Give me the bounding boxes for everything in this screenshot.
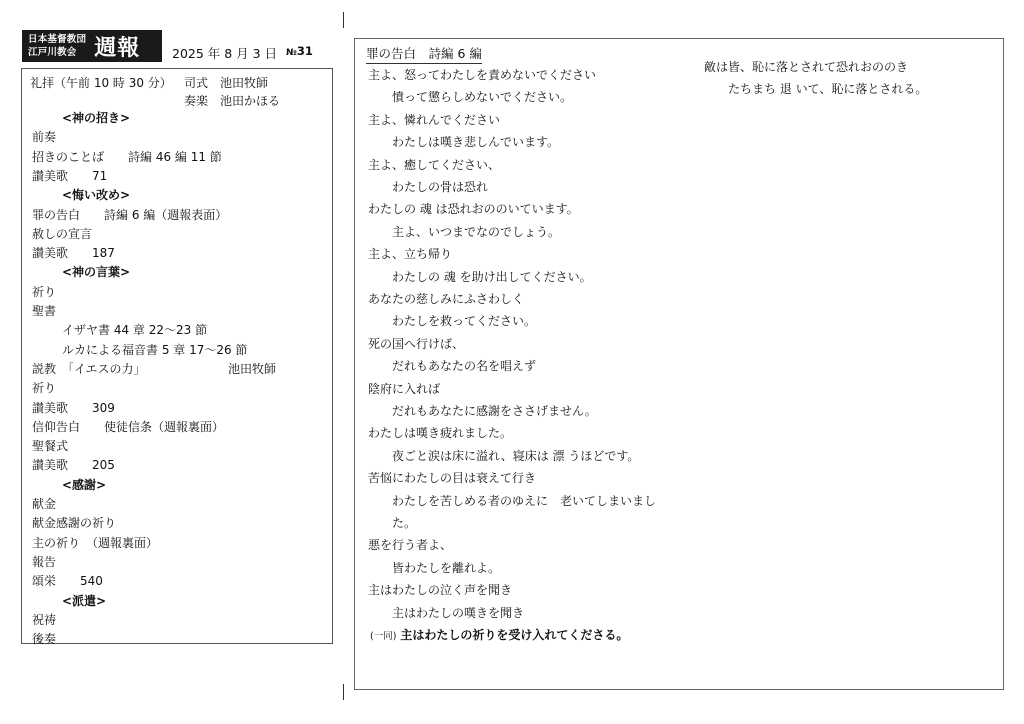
psalm-line [392,516,416,531]
section-heading: <神の言葉> [62,265,131,280]
order-item: 主の祈り （週報裏面） [32,535,159,550]
church-name [22,33,86,59]
congregation-tag: (一同) [370,631,397,642]
order-item: 報告 [32,554,57,569]
psalm-line-text: 皆わたしを離れよ。 [392,560,501,575]
psalm-line-text: 悪を行う者よ、 [368,538,453,553]
psalm-line [392,135,559,150]
psalm-line-text: 主よ、怒ってわたしを責めないでください [368,68,597,82]
bulletin-title: 週報 [94,34,141,61]
psalm-line-text: だれもあなたの名を唱えず [392,359,537,374]
psalm-line-text: た。 [392,516,417,530]
section-heading: <感謝> [62,477,107,492]
psalm-line-text: 夜ごと涙は床に溢れ、寝床は 漂 うほどです。 [392,448,640,463]
psalm-line-text: わたしを苦しめる者のゆえに 老いてしまいまし [392,493,657,508]
order-item: 讃美歌 205 [32,458,115,473]
psalm-line [392,606,524,621]
psalm-line [368,337,464,352]
psalm-line [392,359,536,374]
psalm-line [368,158,500,173]
psalm-line [392,561,500,576]
psalm-line [370,628,628,644]
psalm-line [392,270,592,285]
psalm-line-text: わたしの骨は恐れ [392,180,489,194]
order-item: 祝祷 [32,612,57,627]
order-item: 頌栄 540 [32,574,103,589]
psalm-line-text: わたしの 魂 は恐れおののいています。 [368,202,579,217]
psalm-line [368,113,500,128]
issue-number: №31 [286,44,313,58]
church-logo [22,30,162,62]
fold-mark-top [343,12,344,28]
service-time: 礼拝（午前 10 時 30 分） [30,76,172,90]
confession-title: 罪の告白 詩編 6 編 [366,44,482,64]
order-item: 讃美歌 309 [32,400,115,415]
psalm-line-text: 主よ、憐れんでください [368,112,501,127]
psalm-line [368,247,452,262]
order-item: 献金感謝の祈り [32,516,117,531]
psalm-line-text: 主はわたしの嘆きを聞き [392,605,525,620]
order-item: 罪の告白 詩編 6 編（週報表面） [32,207,228,222]
psalm-line-text: 死の国へ行けば、 [368,336,465,351]
psalm-line-text: あなたの慈しみにふさわしく [368,292,525,306]
order-item: 讃美歌 187 [32,246,115,261]
order-item: 赦しの宣言 [32,226,93,241]
psalm-line-text: 主よ、立ち帰り [368,247,453,262]
psalm-line [368,292,524,307]
preacher-name: 池田牧師 [228,361,277,376]
order-item: 献金 [32,497,57,511]
order-item: 聖書 [32,304,57,318]
psalm-line [368,382,440,397]
psalm-line-text: 憤って懲らしめないでください。 [392,90,573,105]
order-item: 招きのことば 詩編 46 編 11 節 [32,149,222,164]
psalm-line-text: わたしを救ってください。 [392,314,537,329]
order-item: 信仰告白 使徒信条（週報裏面） [32,419,225,434]
section-heading: <派遣> [62,593,107,608]
psalm-line-text: 苦悩にわたしの目は衰えて行き [368,471,537,486]
psalm-line [392,225,560,240]
psalm-line-text: 主よ、癒してください、 [368,157,501,172]
psalm-line-text: わたしは嘆き疲れました。 [368,426,513,441]
order-item: 説教 「イエスの力」 [32,361,146,376]
section-heading: <悔い改め> [62,188,131,203]
psalm-line-text: だれもあなたに感謝をささげません。 [392,404,597,418]
psalm-line [392,314,536,329]
psalm-line [392,180,488,195]
psalm-line-text: 主はわたしの泣く声を聞き [368,583,513,598]
fold-mark-bottom [343,684,344,700]
psalm-line-text: 主はわたしの祈りを受け入れてくださる。 [400,628,629,642]
psalm-line [368,583,512,598]
order-item: 讃美歌 71 [32,168,108,183]
order-item: イザヤ書 44 章 22〜23 節 [62,323,208,338]
psalm-line [392,449,639,464]
psalm-continuation-line: 敵は皆、恥に落とされて恐れおののき [704,60,909,74]
psalm-continuation-line: たちまち 退 いて、恥に落とされる。 [728,82,928,96]
psalm-line [368,202,579,217]
order-item: ルカによる福音書 5 章 17〜26 節 [62,342,248,357]
section-heading: <神の招き> [62,111,131,125]
psalm-line-text: 陰府に入れば [368,381,441,396]
psalm-line [368,426,512,441]
order-item: 祈り [32,284,57,299]
officiant: 司式 池田牧師 [184,76,269,90]
psalm-line [368,538,452,553]
psalm-line-text: わたしの 魂 を助け出してください。 [392,269,592,284]
psalm-line-text: 主よ、いつまでなのでしょう。 [392,224,561,239]
church-branch-name: 江戸川教会 [28,47,77,58]
denomination-name: 日本基督教団 [28,34,87,45]
organist: 奏楽 池田かほる [184,94,281,108]
order-item: 祈り [32,381,57,396]
psalm-line [392,90,572,105]
psalm-line [368,68,596,83]
psalm-line [392,404,597,419]
psalm-line [368,471,536,486]
psalm-line [392,494,656,509]
psalm-line-text: わたしは嘆き悲しんでいます。 [392,135,560,150]
order-item: 聖餐式 [32,439,69,454]
order-item: 後奏 [32,632,57,647]
bulletin-date: 2025 年 8 月 3 日 [172,46,278,61]
order-item: 前奏 [32,130,57,145]
